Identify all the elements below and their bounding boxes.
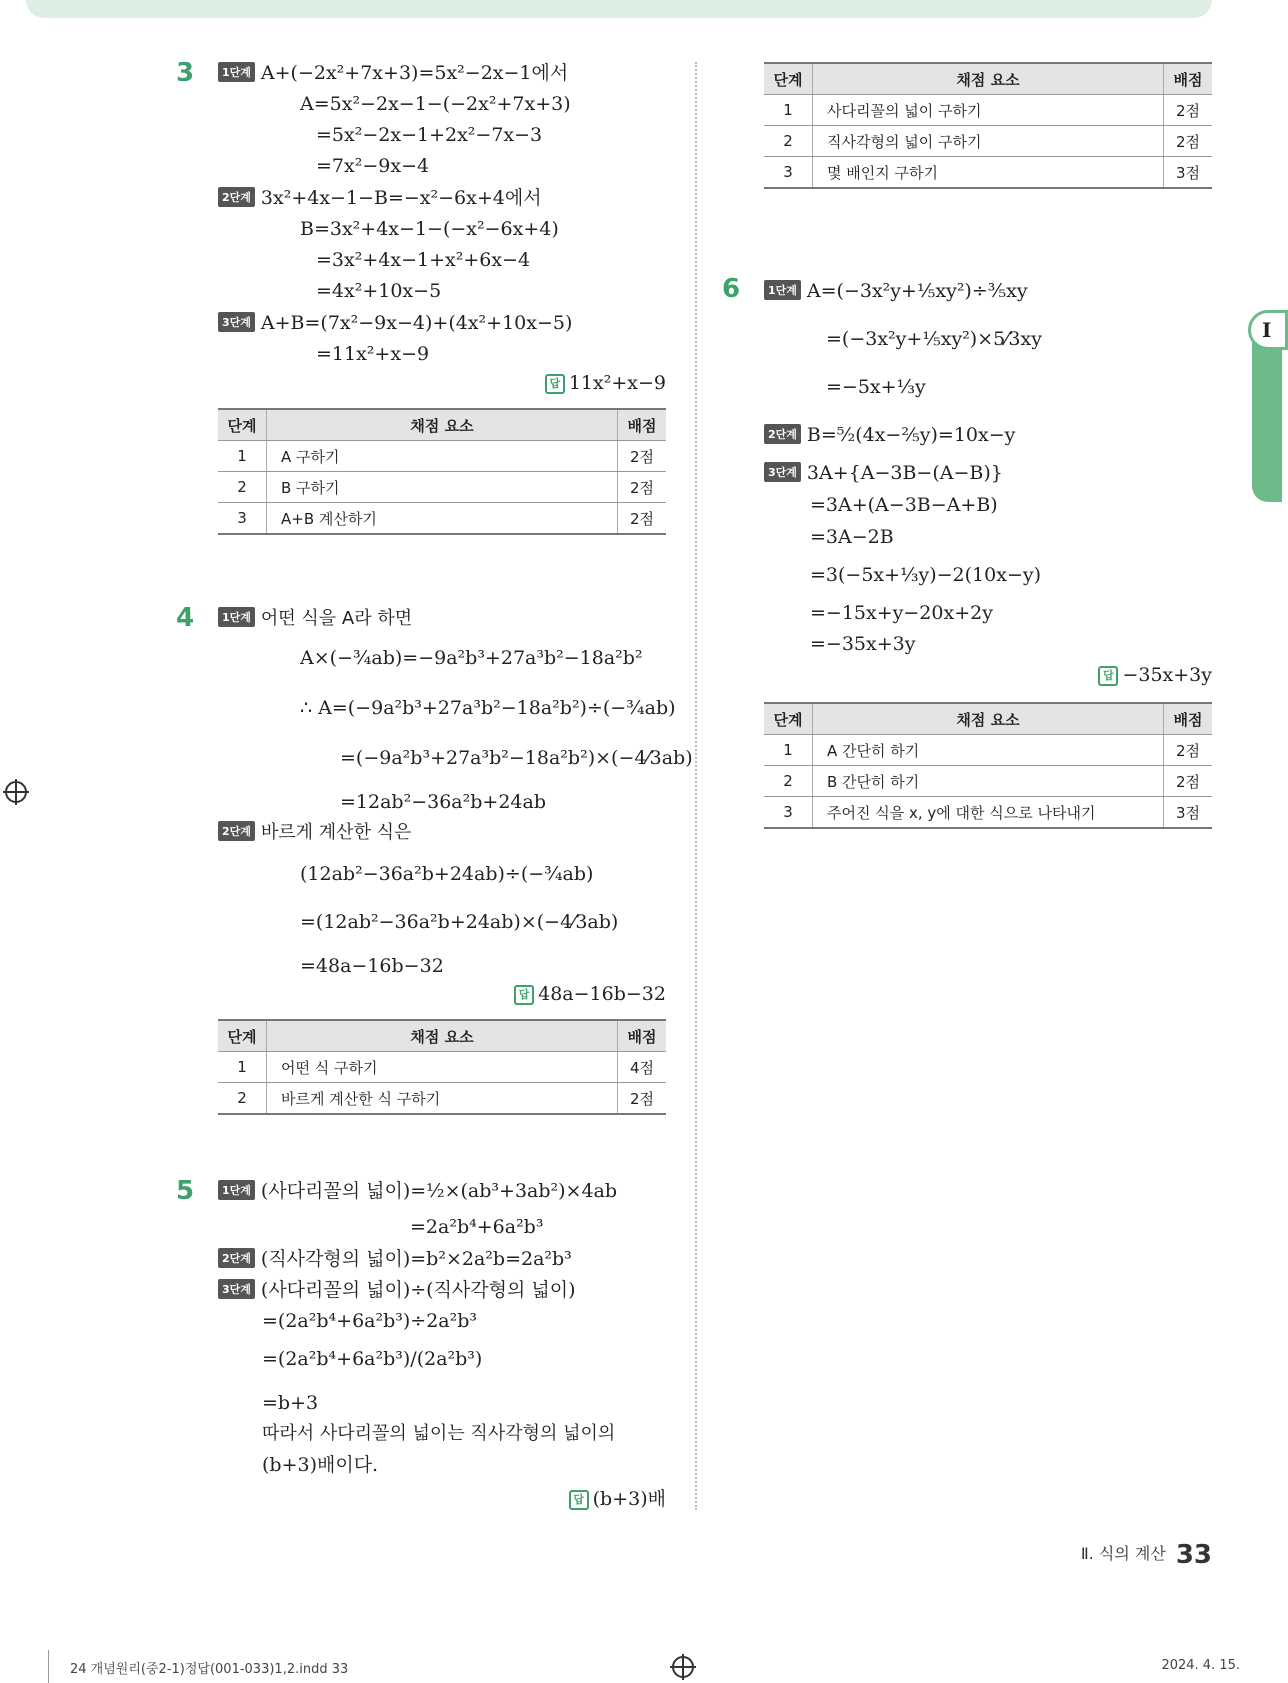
table-cell: 3점 xyxy=(1164,797,1213,829)
table-header: 단계 xyxy=(218,409,267,441)
print-slug-filename: 24 개념원리(중2-1)정답(001-033)1,2.indd 33 xyxy=(70,1662,349,1677)
answer-mark: 답 xyxy=(545,374,565,394)
registration-mark-bottom xyxy=(672,1656,694,1678)
answer xyxy=(1098,664,1212,686)
solution-text: (직사각형의 넓이)=b²×2a²b=2a²b³ xyxy=(260,1248,572,1270)
table-cell: A 구하기 xyxy=(267,441,618,472)
answer-text: −35x+3y xyxy=(1122,664,1212,686)
solution-line: =11x²+x−9 xyxy=(316,343,430,365)
answer xyxy=(514,983,666,1005)
solution-line: =(−9a²b³+27a³b²−18a²b²)×(−4⁄3ab) xyxy=(340,747,693,769)
column-divider xyxy=(695,62,697,1510)
answer xyxy=(545,372,666,394)
solution-line xyxy=(218,819,411,846)
solution-text: (사다리꼴의 넓이)=½×(ab³+3ab²)×4ab xyxy=(260,1180,618,1202)
solution-line: 따라서 사다리꼴의 넓이는 직사각형의 넓이의 xyxy=(262,1423,616,1444)
problem-number: 6 xyxy=(722,274,741,304)
solution-line: =(2a²b⁴+6a²b³)÷2a²b³ xyxy=(262,1310,478,1332)
table-header: 채점 요소 xyxy=(813,703,1164,735)
solution-line: =3x²+4x−1+x²+6x−4 xyxy=(316,249,531,271)
table-cell: 2 xyxy=(218,1083,267,1115)
slug-divider xyxy=(48,1650,49,1683)
table-header: 채점 요소 xyxy=(267,409,618,441)
table-row xyxy=(218,1052,666,1083)
solution-line xyxy=(218,1178,617,1204)
solution-line xyxy=(218,605,412,632)
solution-line: =−35x+3y xyxy=(810,633,916,655)
solution-text: A+B=(7x²−9x−4)+(4x²+10x−5) xyxy=(260,312,573,334)
table-cell: 3 xyxy=(218,503,267,535)
solution-line: (12ab²−36a²b+24ab)÷(−³⁄₄ab) xyxy=(300,863,594,885)
solution-line: =7x²−9x−4 xyxy=(316,155,430,177)
solution-text: A=(−3x²y+⅕xy²)÷³⁄₅xy xyxy=(806,280,1028,302)
solution-line xyxy=(218,185,542,211)
solution-line xyxy=(764,422,1015,448)
table-cell: 4점 xyxy=(618,1052,667,1083)
table-cell: 바르게 계산한 식 구하기 xyxy=(267,1083,618,1115)
solution-line: =48a−16b−32 xyxy=(300,955,444,977)
table-cell: 1 xyxy=(764,735,813,766)
solution-text: 어떤 식을 A라 하면 xyxy=(260,608,413,629)
solution-line: =−15x+y−20x+2y xyxy=(810,602,993,624)
solution-line: =(2a²b⁴+6a²b³)/(2a²b³) xyxy=(262,1348,483,1370)
table-cell: 1 xyxy=(218,441,267,472)
table-row xyxy=(764,766,1212,797)
table-cell: 2점 xyxy=(1164,735,1213,766)
table-row xyxy=(764,797,1212,829)
table-header: 배점 xyxy=(618,1020,667,1052)
table-cell: 2점 xyxy=(1164,95,1213,126)
table-cell: 2 xyxy=(218,472,267,503)
step-badge: 3단계 xyxy=(764,462,801,482)
page-footer xyxy=(1081,1540,1212,1570)
step-badge: 3단계 xyxy=(218,312,255,332)
grading-table xyxy=(218,1019,666,1115)
solution-line: =(−3x²y+⅕xy²)×5⁄3xy xyxy=(826,328,1042,350)
solution-line: (b+3)배이다. xyxy=(262,1454,379,1476)
problem-number: 4 xyxy=(176,603,195,633)
solution-line: =5x²−2x−1+2x²−7x−3 xyxy=(316,124,543,146)
table-cell: 몇 배인지 구하기 xyxy=(813,157,1164,189)
table-row xyxy=(764,157,1212,189)
table-row xyxy=(218,503,666,535)
table-cell: 2점 xyxy=(1164,766,1213,797)
table-cell: A 간단히 하기 xyxy=(813,735,1164,766)
step-badge: 3단계 xyxy=(218,1279,255,1299)
step-badge: 2단계 xyxy=(764,424,801,444)
step-badge: 1단계 xyxy=(764,280,801,300)
table-row xyxy=(218,472,666,503)
table-cell: A+B 계산하기 xyxy=(267,503,618,535)
answer-mark: 답 xyxy=(1098,666,1118,686)
page-number: 33 xyxy=(1175,1540,1212,1570)
solution-line: =(12ab²−36a²b+24ab)×(−4⁄3ab) xyxy=(300,911,619,933)
registration-mark-left xyxy=(5,781,27,803)
solution-text: 3x²+4x−1−B=−x²−6x+4에서 xyxy=(260,187,542,209)
solution-text: 바르게 계산한 식은 xyxy=(260,822,412,843)
table-cell: 2점 xyxy=(618,472,667,503)
solution-line: =2a²b⁴+6a²b³ xyxy=(410,1216,544,1238)
table-cell: 어떤 식 구하기 xyxy=(267,1052,618,1083)
step-badge: 2단계 xyxy=(218,821,255,841)
solution-line: =b+3 xyxy=(262,1392,319,1414)
answer-text: (b+3)배 xyxy=(592,1488,666,1510)
grading-table-p5 xyxy=(764,62,1212,189)
solution-line: =3(−5x+⅓y)−2(10x−y) xyxy=(810,564,1042,586)
side-tab-letter: I xyxy=(1262,318,1272,342)
section-title: Ⅱ. 식의 계산 xyxy=(1080,1544,1166,1563)
answer-mark: 답 xyxy=(569,1490,589,1510)
table-cell: 2점 xyxy=(618,503,667,535)
solution-line: =12ab²−36a²b+24ab xyxy=(340,791,546,813)
table-row xyxy=(218,441,666,472)
solution-line xyxy=(218,60,568,86)
table-row xyxy=(218,1083,666,1115)
solution-line: =3A−2B xyxy=(810,526,894,548)
table-header: 배점 xyxy=(618,409,667,441)
table-header: 단계 xyxy=(764,63,813,95)
solution-line xyxy=(218,1246,572,1272)
solution-line xyxy=(764,278,1028,304)
table-header: 채점 요소 xyxy=(813,63,1164,95)
table-cell: 2점 xyxy=(1164,126,1213,157)
solution-line: B=3x²+4x−1−(−x²−6x+4) xyxy=(300,218,559,240)
table-cell: 1 xyxy=(218,1052,267,1083)
table-cell: 3점 xyxy=(1164,157,1213,189)
table-cell: 사다리꼴의 넓이 구하기 xyxy=(813,95,1164,126)
table-cell: 2점 xyxy=(618,441,667,472)
solution-line: A=5x²−2x−1−(−2x²+7x+3) xyxy=(300,93,571,115)
step-badge: 1단계 xyxy=(218,1180,255,1200)
solution-text: 3A+{A−3B−(A−B)} xyxy=(806,462,1003,484)
grading-table xyxy=(764,702,1212,829)
solution-line: =3A+(A−3B−A+B) xyxy=(810,494,998,516)
solution-text: A+(−2x²+7x+3)=5x²−2x−1에서 xyxy=(260,62,569,84)
table-cell: 주어진 식을 x, y에 대한 식으로 나타내기 xyxy=(813,797,1164,829)
table-cell: B 간단히 하기 xyxy=(813,766,1164,797)
step-badge: 2단계 xyxy=(218,1248,255,1268)
answer-text: 48a−16b−32 xyxy=(538,983,666,1005)
table-header: 채점 요소 xyxy=(267,1020,618,1052)
table-header: 단계 xyxy=(764,703,813,735)
table-header: 배점 xyxy=(1164,703,1213,735)
answer-mark: 답 xyxy=(514,985,534,1005)
table-cell: 2 xyxy=(764,766,813,797)
solution-text: B=⁵⁄₂(4x−⅖y)=10x−y xyxy=(806,424,1016,446)
table-row xyxy=(764,126,1212,157)
step-badge: 2단계 xyxy=(218,187,255,207)
solution-text: (사다리꼴의 넓이)÷(직사각형의 넓이) xyxy=(260,1279,576,1301)
problem-number: 3 xyxy=(176,58,195,88)
solution-line xyxy=(218,310,572,336)
table-cell: 2점 xyxy=(618,1083,667,1115)
step-badge: 1단계 xyxy=(218,607,255,627)
answer-text: 11x²+x−9 xyxy=(568,372,666,394)
table-cell: 1 xyxy=(764,95,813,126)
problem-number: 5 xyxy=(176,1176,195,1206)
solution-line: =−5x+⅓y xyxy=(826,376,926,398)
solution-line: =4x²+10x−5 xyxy=(316,280,442,302)
step-badge: 1단계 xyxy=(218,62,255,82)
print-slug-date: 2024. 4. 15. xyxy=(1161,1658,1240,1673)
solution-line: A×(−³⁄₄ab)=−9a²b³+27a³b²−18a²b² xyxy=(300,647,643,669)
table-cell: 직사각형의 넓이 구하기 xyxy=(813,126,1164,157)
solution-line: ∴ A=(−9a²b³+27a³b²−18a²b²)÷(−³⁄₄ab) xyxy=(300,697,676,719)
table-header: 배점 xyxy=(1164,63,1213,95)
solution-line xyxy=(218,1277,576,1303)
table-header: 단계 xyxy=(218,1020,267,1052)
solution-line xyxy=(764,460,1003,486)
table-cell: 2 xyxy=(764,126,813,157)
table-cell: 3 xyxy=(764,157,813,189)
table-row xyxy=(764,735,1212,766)
table-cell: B 구하기 xyxy=(267,472,618,503)
answer xyxy=(569,1484,666,1511)
table-cell: 3 xyxy=(764,797,813,829)
top-band xyxy=(26,0,1212,18)
table-row xyxy=(764,95,1212,126)
grading-table xyxy=(218,408,666,535)
